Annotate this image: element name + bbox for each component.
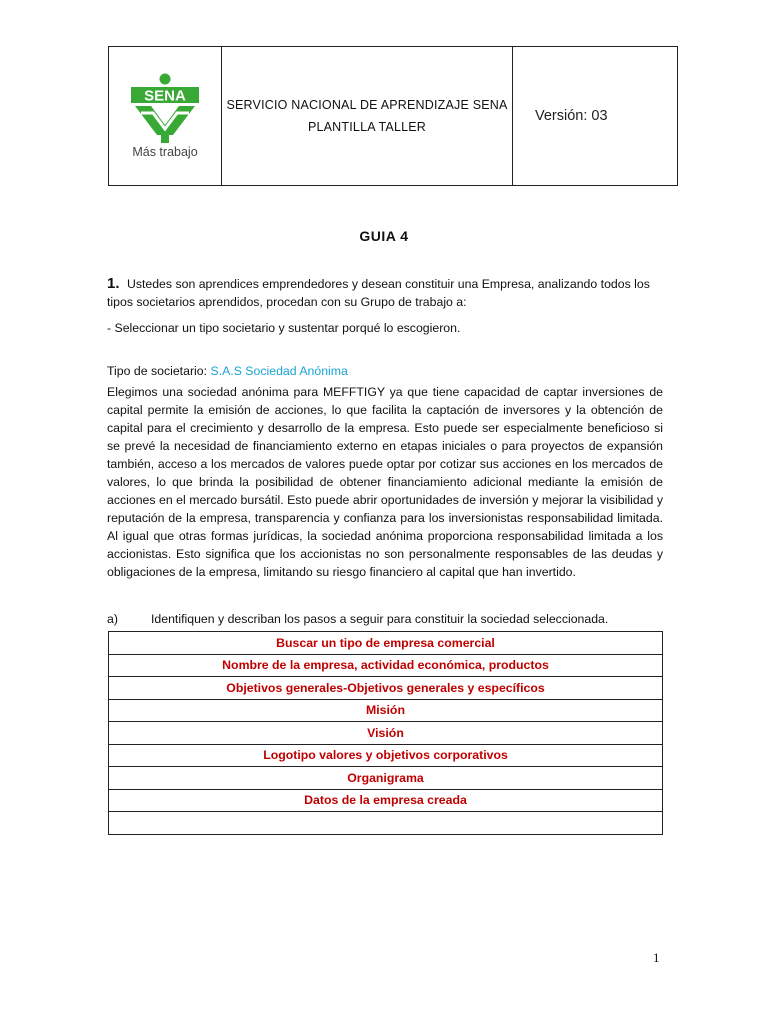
question-instruction: - Seleccionar un tipo societario y sustentar porqué lo escogieron. (107, 321, 461, 335)
document-header (108, 46, 678, 186)
question-text-line2: tipos societarios aprendidos, procedan con su Grupo de trabajo a: (107, 295, 467, 309)
sena-logo-icon (125, 73, 205, 143)
item-a-text: Identifiquen y describan los pasos a seguir para constituir la sociedad seleccionada. (151, 612, 609, 626)
steps-table (108, 631, 663, 835)
step-row: Misión (109, 699, 663, 722)
step-row: Visión (109, 722, 663, 745)
step-row-empty (109, 812, 663, 835)
tipo-societario (107, 362, 663, 380)
logo-tagline: Más trabajo (132, 145, 198, 159)
org-name: SERVICIO NACIONAL DE APRENDIZAJE SENA (226, 98, 508, 112)
item-a (107, 610, 663, 628)
step-row: Organigrama (109, 767, 663, 790)
step-row: Logotipo valores y objetivos corporativos (109, 744, 663, 767)
item-a-marker: a) (107, 612, 118, 626)
sena-logo (109, 73, 221, 159)
page-number: 1 (653, 950, 660, 965)
justification-paragraph: Elegimos una sociedad anónima para MEFFTIGY ya que tiene capacidad de captar inversiones de capital permite la emisión de acciones, lo que facilita la captación de inversores y la obtención de capital para el crecimiento y desarrollo de la empresa. Esto puede ser especialmente beneficioso si se prevé la necesidad de financiamiento externo en etapas iniciales o para proyectos de expansión también, acceso a los mercados de valores puede optar por cotizar sus acciones en los mercados de valores, lo que brinda la posibilidad de obtener financiamiento adicional mediante la emisión de acciones en el mercado bursátil. Esto puede abrir oportunidades de inversión y mejorar la visibilidad y reputación de la empresa, transparencia y confianza para los inversionistas responsabilidad limitada. Al igual que otras formas jurídicas, la sociedad anónima proporciona responsabilidad limitada a los accionistas. Esto significa que los accionistas no son personalmente responsables de las deudas y obligaciones de la empresa, limitando su riesgo financiero al capital que han invertido. (107, 385, 663, 579)
tipo-societario-value: S.A.S Sociedad Anónima (210, 364, 348, 378)
question-number: 1. (107, 275, 120, 292)
tipo-societario-label: Tipo de societario: (107, 364, 208, 378)
version-label: Versión: 03 (513, 47, 678, 186)
guide-title: GUIA 4 (359, 228, 409, 244)
template-name: PLANTILLA TALLER (307, 120, 427, 134)
step-row: Objetivos generales-Objetivos generales y específicos (109, 677, 663, 700)
question-1 (107, 275, 663, 311)
title-cell (222, 47, 513, 186)
step-row: Datos de la empresa creada (109, 789, 663, 812)
step-row: Nombre de la empresa, actividad económica, productos (109, 654, 663, 677)
logo-wordmark: SENA (144, 87, 186, 105)
step-row: Buscar un tipo de empresa comercial (109, 632, 663, 655)
question-text-line1: Ustedes son aprendices emprendedores y desean constituir una Empresa, analizando todos los (126, 277, 650, 291)
logo-cell (109, 47, 222, 186)
